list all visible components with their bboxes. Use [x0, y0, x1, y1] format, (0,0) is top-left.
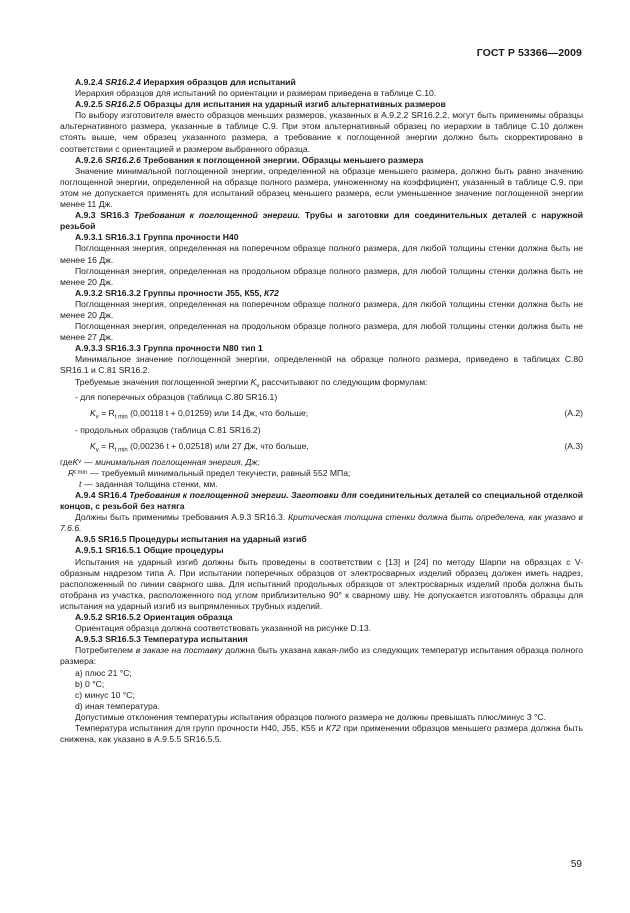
paragraph: Поглощенная энергия, определенная на поперечном образце полного размера, для любой толщины стенки должна быть не менее 16 Дж. [60, 243, 583, 265]
where-line-kv: где K v — минимальная поглощенная энергия, Дж; [60, 456, 260, 467]
list-item: с) минус 10 °С; [75, 689, 135, 700]
list-item: - для поперечных образцов (таблица С.80 SR16.1) [75, 392, 278, 403]
paragraph: Поглощенная энергия, определенная на поперечном образце полного размера, для любой толщины стенки должна быть не менее 20 Дж. [60, 298, 583, 320]
paragraph: Минимальное значение поглощенной энергии, определенной на образце полного размера, приведено в таблицах С.80 SR16.1 и С.81 SR16.2. [60, 354, 583, 376]
formula-a3: $K_v = R_{t min}$ (0,00236 t + 0,02518) или 27 Дж, что больше, (А.3) [90, 440, 583, 454]
heading-a953: А.9.5.3 SR16.5.3 Температура испытания [75, 634, 248, 645]
heading-a924: А.9.2.4 SR16.2.4 Иерархия образцов для испытаний [75, 77, 296, 87]
page-header-title: ГОСТ Р 53366—2009 [476, 47, 582, 59]
heading-a95: А.9.5 SR16.5 Процедуры испытания на ударный изгиб [75, 534, 307, 545]
heading-a926: А.9.2.6 SR16.2.6 Требования к поглощенной энергии. Образцы меньшего размера [75, 154, 424, 165]
where-line-rt: R t min — требуемый минимальный предел текучести, равный 552 МПа; [68, 467, 351, 478]
formula-number: (А.3) [564, 440, 583, 451]
list-item: - продольных образцов (таблица С.81 SR16.2) [75, 424, 261, 435]
heading-a951: А.9.5.1 SR16.5.1 Общие процедуры [75, 545, 224, 556]
paragraph: Потребителем в заказе на поставку должна быть указана какая-либо из следующих температур испытания образца полного размера: [60, 645, 583, 667]
formula-a2: $K_v = R_{t min}$ (0,00118 t + 0,01259) или 14 Дж, что больше; (А.2) [90, 408, 583, 422]
heading-a94: А.9.4 SR16.4 Требования к поглощенной энергии. Заготовки для соединительных деталей со специальной отделкой концов, с резьбой без натяга [60, 490, 584, 512]
paragraph: Поглощенная энергия, определенная на продольном образце полного размера, для любой толщины стенки должна быть не менее 20 Дж. [60, 265, 583, 287]
heading-a932: А.9.3.2 SR16.3.2 Группы прочности J55, К55, К72 [75, 287, 279, 298]
where-line-t: t — заданная толщина стенки, мм. [79, 478, 218, 489]
list-item: а) плюс 21 °С; [75, 667, 132, 678]
heading-a952: А.9.5.2 SR16.5.2 Ориентация образца [75, 612, 233, 623]
heading-a93: А.9.3 SR16.3 Требования к поглощенной энергии. Трубы и заготовки для соединительных деталей с наружной резьбой [60, 210, 583, 232]
paragraph: Температура испытания для групп прочности Н40, J55, К55 и К72 при применении образцов меньшего размера должна быть снижена, как указано в А.9.5.5 SR16.5.5. [60, 722, 583, 745]
heading-a933: А.9.3.3 SR16.3.3 Группа прочности N80 тип 1 [75, 343, 263, 354]
list-item: d) иная температура. [75, 700, 160, 711]
paragraph: Испытания на ударный изгиб должны быть проведены в соответствии с [13] и [24] по методу Шарпи на образцах с V-образным надрезом типа А. При испытании поперечных образцов от электросварных изделий образец должен иметь надрез, расположенный по линии сварного шва. Для испытаний продольных образцов от электросварных изделий проба должна быть отобрана из участка, расположенного под углом приблизительно 90° к сварному шву. Не допускается изготовлять образцы для испытания на ударный изгиб из выпрямленных трубных изделий. [60, 556, 583, 611]
paragraph: По выбору изготовителя вместо образцов меньших размеров, указанных в А.9.2.2 SR16.2.2, могут быть применимы образцы альтернативного размера, указанные в таблице С.9. При этом альтернативный образец по иерархии в таблице С.10 должен стоять выше, чем образец указанного размера, а требование к поглощенной энергии должно быть скорректировано в соответствии с ориентацией и размером выбранного образца. [60, 110, 583, 154]
paragraph: Должны быть применимы требования А.9.3 SR16.3. Критическая толщина стенки должна быть определена, как указано в 7.6.6. [60, 512, 583, 534]
paragraph: Ориентация образца должна соответствовать указанной на рисунке D.13. [75, 623, 371, 634]
paragraph: Иерархия образцов для испытаний по ориентации и размерам приведена в таблице С.10. [75, 88, 437, 99]
document-body [60, 77, 583, 745]
formula-number: (А.2) [564, 408, 583, 419]
list-item: b) 0 °С; [75, 678, 105, 689]
page-number: 59 [570, 859, 582, 870]
heading-a931: А.9.3.1 SR16.3.1 Группа прочности Н40 [75, 232, 239, 243]
paragraph: Требуемые значения поглощенной энергии $K_v$ рассчитывают по следующим формулам: [75, 376, 428, 390]
paragraph: Допустимые отклонения температуры испытания образцов полного размера не должны превышать плюс/минус 3 °С. [75, 711, 547, 722]
paragraph: Поглощенная энергия, определенная на продольном образце полного размера, для любой толщины стенки должна быть не менее 27 Дж. [60, 321, 583, 343]
paragraph: Значение минимальной поглощенной энергии, определенной на образце меньшего размера, должно быть равно значению поглощенной энергии, определенной на образце полного размера, умноженному на коэффициент, указанный в таблице С.9, при этом не допускается применять для испытаний образец меньшего размера, если уменьшенное значение поглощенной энергии менее 11 Дж. [60, 165, 583, 210]
heading-a925: А.9.2.5 SR16.2.5 Образцы для испытания на ударный изгиб альтернативных размеров [75, 99, 446, 110]
